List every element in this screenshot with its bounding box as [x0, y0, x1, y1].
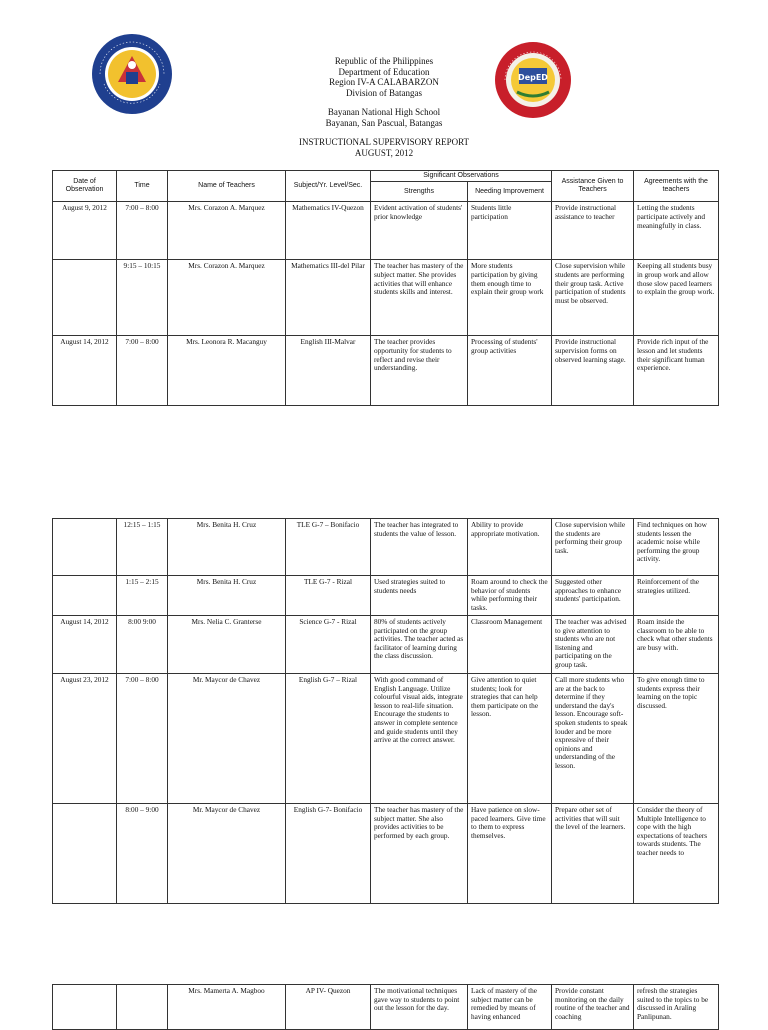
- school-name: Bayanan National High School: [327, 107, 441, 117]
- header-line: Republic of the Philippines: [334, 56, 434, 66]
- cell-teacher: Mr. Maycor de Chavez: [168, 804, 286, 904]
- cell-teacher: Mrs. Corazon A. Marquez: [168, 260, 286, 336]
- cell-strengths: The teacher has mastery of the subject matter. She also provides activities to be performed by each group.: [371, 804, 468, 904]
- col-header-date: Date of Observation: [53, 171, 117, 202]
- col-header-agreements: Agreements with the teachers: [634, 171, 719, 202]
- cell-subject: Science G-7 - Rizal: [286, 616, 371, 674]
- cell-subject: English III-Malvar: [286, 336, 371, 406]
- col-header-time: Time: [117, 171, 168, 202]
- cell-teacher: Mr. Maycor de Chavez: [168, 674, 286, 804]
- cell-strengths: The motivational techniques gave way to students to point out the lesson for the day.: [371, 985, 468, 1030]
- cell-agreements: Letting the students participate actively and meaningfully in class.: [634, 202, 719, 260]
- cell-time: 12:15 – 1:15: [117, 519, 168, 576]
- cell-time: 7:00 – 8:00: [117, 674, 168, 804]
- supervisory-table-page3: [52, 984, 719, 1030]
- table-row: [53, 519, 719, 576]
- col-header-teacher: Name of Teachers: [168, 171, 286, 202]
- cell-strengths: 80% of students actively participated on the group activities. The teacher acted as facilitator of learning during the class discussion.: [371, 616, 468, 674]
- cell-needing: Give attention to quiet students; look for strategies that can help them participate on the lesson.: [468, 674, 552, 804]
- cell-teacher: Mrs. Leonora R. Macanguy: [168, 336, 286, 406]
- col-header-significant: Significant Observations: [371, 171, 552, 182]
- cell-needing: Students little participation: [468, 202, 552, 260]
- cell-agreements: To give enough time to students express their learning on the topic discussed.: [634, 674, 719, 804]
- svg-text:DepED: DepED: [518, 73, 548, 82]
- cell-strengths: The teacher provides opportunity for students to reflect and revise their understanding.: [371, 336, 468, 406]
- cell-agreements: Keeping all students busy in group work and allow those slow paced learners to explain the group work.: [634, 260, 719, 336]
- table-row: [53, 616, 719, 674]
- cell-date: August 14, 2012: [53, 336, 117, 406]
- cell-assistance: Suggested other approaches to enhance students' participation.: [552, 576, 634, 616]
- cell-needing: Ability to provide appropriate motivation.: [468, 519, 552, 576]
- cell-assistance: Close supervision while the students are performing their group task.: [552, 519, 634, 576]
- cell-subject: Mathematics III-del Pilar: [286, 260, 371, 336]
- cell-assistance: Provide constant monitoring on the daily routine of the teacher and coaching: [552, 985, 634, 1030]
- cell-strengths: The teacher has mastery of the subject matter. She provides activities that will enhance students skills and interest.: [371, 260, 468, 336]
- cell-assistance: Prepare other set of activities that will suit the level of the learners.: [552, 804, 634, 904]
- col-header-subject: Subject/Yr. Level/Sec.: [286, 171, 371, 202]
- cell-subject: TLE G-7 - Rizal: [286, 576, 371, 616]
- document-header: [210, 56, 558, 158]
- cell-agreements: Provide rich input of the lesson and let students their significant human experience.: [634, 336, 719, 406]
- cell-assistance: The teacher was advised to give attention to students who are not listening and participating on the group task.: [552, 616, 634, 674]
- cell-teacher: Mrs. Benita H. Cruz: [168, 576, 286, 616]
- cell-subject: English G-7- Bonifacio: [286, 804, 371, 904]
- cell-date: August 9, 2012: [53, 202, 117, 260]
- cell-needing: Roam around to check the behavior of students while performing their tasks.: [468, 576, 552, 616]
- cell-date: August 14, 2012: [53, 616, 117, 674]
- cell-date: [53, 804, 117, 904]
- cell-date: [53, 260, 117, 336]
- cell-needing: Processing of students' group activities: [468, 336, 552, 406]
- cell-needing: Have patience on slow-paced learners. Give time to them to express themselves.: [468, 804, 552, 904]
- cell-teacher: Mrs. Mamerta A. Magboo: [168, 985, 286, 1030]
- supervisory-table-page2: [52, 518, 719, 904]
- cell-teacher: Mrs. Corazon A. Marquez: [168, 202, 286, 260]
- col-header-strengths: Strengths: [371, 182, 468, 202]
- cell-time: [117, 985, 168, 1030]
- cell-needing: Classroom Management: [468, 616, 552, 674]
- cell-assistance: Provide instructional supervision forms on observed learning stage.: [552, 336, 634, 406]
- cell-needing: Lack of mastery of the subject matter can be remedied by means of having enhanced: [468, 985, 552, 1030]
- col-header-assistance: Assistance Given to Teachers: [552, 171, 634, 202]
- col-header-needing: Needing Improvement: [468, 182, 552, 202]
- cell-time: 7:00 – 8:00: [117, 202, 168, 260]
- deped-seal-logo: [90, 32, 174, 116]
- table-row: [53, 202, 719, 260]
- cell-agreements: Consider the theory of Multiple Intelligence to cope with the high expectations of teachers towards students. The teacher needs to: [634, 804, 719, 904]
- table-row: [53, 804, 719, 904]
- cell-agreements: refresh the strategies suited to the topics to be discussed in Araling Panlipunan.: [634, 985, 719, 1030]
- cell-assistance: Call more students who are at the back to determine if they understand the day's lesson. Encourage soft-spoken students to speak louder and be more expressive of their opinions and understanding of the lesson.: [552, 674, 634, 804]
- cell-teacher: Mrs. Benita H. Cruz: [168, 519, 286, 576]
- table-row: [53, 336, 719, 406]
- cell-agreements: Find techniques on how students lessen the academic noise while performing the group activity.: [634, 519, 719, 576]
- header-line: Division of Batangas: [346, 87, 422, 98]
- cell-strengths: The teacher has integrated to students the value of lesson.: [371, 519, 468, 576]
- table-row: [53, 674, 719, 804]
- table-row: [53, 985, 719, 1030]
- cell-date: August 23, 2012: [53, 674, 117, 804]
- cell-time: 9:15 – 10:15: [117, 260, 168, 336]
- cell-time: 8:00 – 9:00: [117, 804, 168, 904]
- report-title: INSTRUCTIONAL SUPERVISORY REPORT: [298, 137, 470, 147]
- header-line: Region IV-A CALABARZON: [329, 77, 439, 87]
- cell-agreements: Roam inside the classroom to be able to check what other students are busy with.: [634, 616, 719, 674]
- cell-assistance: Provide instructional assistance to teacher: [552, 202, 634, 260]
- cell-time: 8:00 9:00: [117, 616, 168, 674]
- cell-time: 1:15 – 2:15: [117, 576, 168, 616]
- cell-needing: More students participation by giving them enough time to explain their group work: [468, 260, 552, 336]
- table-row: [53, 260, 719, 336]
- table-row: [53, 576, 719, 616]
- header-line: Department of Education: [338, 66, 430, 77]
- cell-date: [53, 576, 117, 616]
- cell-strengths: Used strategies suited to students needs: [371, 576, 468, 616]
- cell-time: 7:00 – 8:00: [117, 336, 168, 406]
- cell-assistance: Close supervision while students are performing their group task. Active participation of students must be observed.: [552, 260, 634, 336]
- school-address: Bayanan, San Pascual, Batangas: [325, 117, 443, 128]
- cell-date: [53, 519, 117, 576]
- cell-teacher: Mrs. Nelia C. Granterse: [168, 616, 286, 674]
- report-month: AUGUST, 2012: [354, 147, 414, 158]
- supervisory-table-page1: [52, 170, 719, 406]
- cell-strengths: With good command of English Language. Utilize colourful visual aids, integrate lesson to real-life situation. Encourage the students to answer in complete sentence and guide students until they arrive at the correct answer.: [371, 674, 468, 804]
- cell-subject: TLE G-7 – Bonifacio: [286, 519, 371, 576]
- cell-date: [53, 985, 117, 1030]
- cell-subject: AP IV- Quezon: [286, 985, 371, 1030]
- cell-agreements: Reinforcement of the strategies utilized.: [634, 576, 719, 616]
- cell-strengths: Evident activation of students' prior knowledge: [371, 202, 468, 260]
- cell-subject: English G-7 – Rizal: [286, 674, 371, 804]
- cell-subject: Mathematics IV-Quezon: [286, 202, 371, 260]
